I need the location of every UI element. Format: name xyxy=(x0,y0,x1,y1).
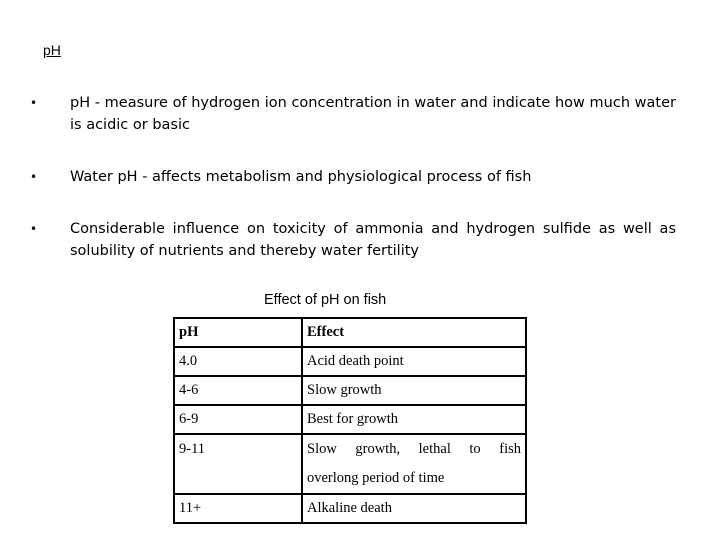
cell-effect-line1: Slow growth, lethal to fish xyxy=(307,441,521,457)
header-effect: Effect xyxy=(302,318,526,347)
bullet-text: Water pH - affects metabolism and physiological process of fish xyxy=(70,169,532,185)
bullet-text: Considerable influence on toxicity of ammonia and hydrogen sulfide as well as solubility of nutrients and thereby water fertility xyxy=(70,221,676,259)
bullet-item xyxy=(30,166,676,188)
cell-effect: Alkaline death xyxy=(302,494,526,523)
table-row xyxy=(174,494,526,523)
header-ph: pH xyxy=(174,318,302,347)
cell-effect: Best for growth xyxy=(302,405,526,434)
cell-effect: Acid death point xyxy=(302,347,526,376)
table-row xyxy=(174,347,526,376)
table-row xyxy=(174,376,526,405)
cell-effect xyxy=(302,434,526,494)
cell-ph: 4.0 xyxy=(174,347,302,376)
table-row xyxy=(174,405,526,434)
bullet-icon: • xyxy=(30,170,38,184)
cell-effect: Slow growth xyxy=(302,376,526,405)
page-title: pH xyxy=(43,42,61,58)
cell-ph: 6-9 xyxy=(174,405,302,434)
table-header-row xyxy=(174,318,526,347)
bullet-item xyxy=(30,92,676,136)
ph-effect-table xyxy=(173,317,527,524)
bullet-item xyxy=(30,218,676,262)
table-row xyxy=(174,434,526,494)
cell-ph: 9-11 xyxy=(174,434,302,494)
bullet-icon: • xyxy=(30,222,38,236)
table-caption: Effect of pH on fish xyxy=(264,292,387,308)
bullet-icon: • xyxy=(30,96,38,110)
bullet-text: pH - measure of hydrogen ion concentration in water and indicate how much water is acidic or basic xyxy=(70,95,676,133)
cell-ph: 4-6 xyxy=(174,376,302,405)
cell-effect-line2: overlong period of time xyxy=(307,470,445,486)
cell-ph: 11+ xyxy=(174,494,302,523)
